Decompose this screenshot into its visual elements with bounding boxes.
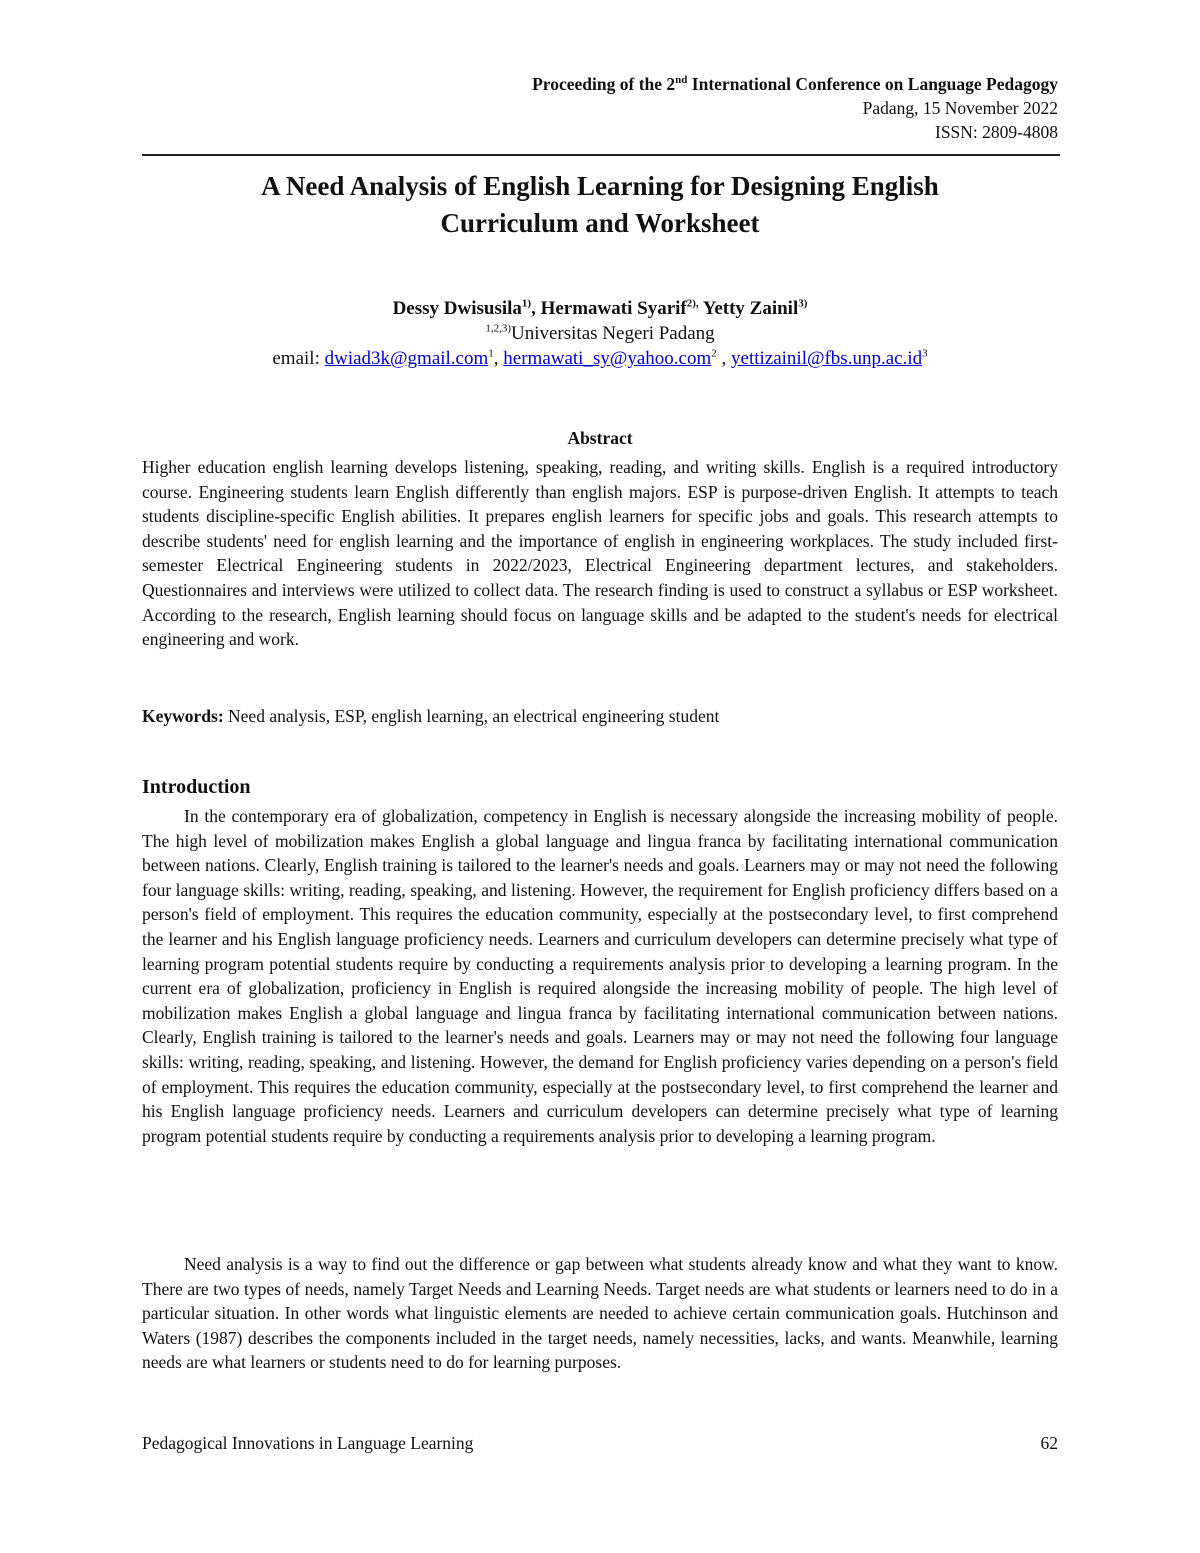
page-number: 62	[1040, 1433, 1058, 1453]
email-line: email: dwiad3k@gmail.com$^1$, hermawati_sy@yahoo.com$^2$ , $yettizainil@fbs.unp.ac.id^3$	[272, 347, 928, 369]
affiliation: $^{1,2,3)}$Universitas Negeri Padang	[485, 322, 715, 344]
issn: ISSN: 2809-4808	[935, 122, 1058, 142]
conference-name: Proceeding of the 2nd International Conference on Language Pedagogy	[532, 74, 1058, 94]
conference-location-date: Padang, 15 November 2022	[862, 98, 1058, 118]
email-link-1[interactable]: dwiad3k@gmail.com	[324, 348, 489, 369]
journal-name: Pedagogical Innovations in Language Learning	[142, 1433, 474, 1453]
abstract-heading: Abstract	[567, 428, 633, 448]
page-footer	[142, 1433, 1058, 1454]
introduction-paragraph-1: In the contemporary era of globalization, competency in English is necessary alongside the increasing mobility of people. The high level of mobilization makes English a global language and lingua franca by facilitating international communication between nations. Clearly, English training is tailored to the learner's needs and goals. Learners may or may not need the following four language skills: writing, reading, speaking, and listening. However, the requirement for English proficiency differs based on a person's field of employment. This requires the education community, especially at the postsecondary level, to first comprehend the learner and his English language proficiency needs. Learners and curriculum developers can determine precisely what type of learning program potential students require by conducting a requirements analysis prior to developing a learning program. In the current era of globalization, proficiency in English is required alongside the increasing mobility of people. The high level of mobilization makes English a global language and lingua franca by facilitating international communication between nations. Clearly, English training is tailored to the learner's needs and goals. Learners may or may not need the following four language skills: writing, reading, speaking, and listening. However, the demand for English proficiency varies depending on a person's field of employment. This requires the education community, especially at the postsecondary level, to first comprehend the learner and his English language proficiency needs. Learners and curriculum developers can determine precisely what type of learning program potential students require by conducting a requirements analysis prior to developing a learning program.	[142, 806, 1058, 1146]
introduction-paragraph-2: Need analysis is a way to find out the difference or gap between what students already know and what they want to know. There are two types of needs, namely Target Needs and Learning Needs. Target needs are what students or learners need to do in a particular situation. In other words what linguistic elements are needed to achieve certain communication goals. Hutchinson and Waters (1987) describes the components included in the target needs, namely necessities, lacks, and wants. Meanwhile, learning needs are what learners or students need to do for learning purposes.	[142, 1254, 1058, 1373]
author-block	[142, 296, 1058, 371]
keywords: Keywords: Need analysis, ESP, english learning, an electrical engineering student	[142, 706, 720, 726]
email-link-2[interactable]: hermawati_sy@yahoo.com	[503, 348, 712, 369]
introduction-heading: Introduction	[142, 776, 251, 798]
paper-title: A Need Analysis of English Learning for Designing English Curriculum and Worksheet	[261, 171, 939, 238]
email-link-3[interactable]: yettizainil@fbs.unp.ac.id	[731, 348, 923, 369]
header-rule	[142, 154, 1060, 156]
author-names: Dessy Dwisusila$^{1)}$, Hermawati Syarif$^{2),}$ Yetty Zainil$^{3)}$	[392, 297, 808, 319]
running-header	[532, 72, 1058, 144]
abstract-text: Higher education english learning develops listening, speaking, reading, and writing skills. English is a required introductory course. Engineering students learn English differently than english majors. ESP is purpose-driven English. It attempts to teach students discipline-specific English abilities. It prepares english learners for specific jobs and goals. This research attempts to describe students' need for english learning and the importance of english in engineering workplaces. The study included first-semester Electrical Engineering students in 2022/2023, Electrical Engineering department lectures, and stakeholders. Questionnaires and interviews were utilized to collect data. The research finding is used to construct a syllabus or ESP worksheet. According to the research, English learning should focus on language skills and be adapted to the student's needs for electrical engineering and work.	[142, 457, 1058, 650]
